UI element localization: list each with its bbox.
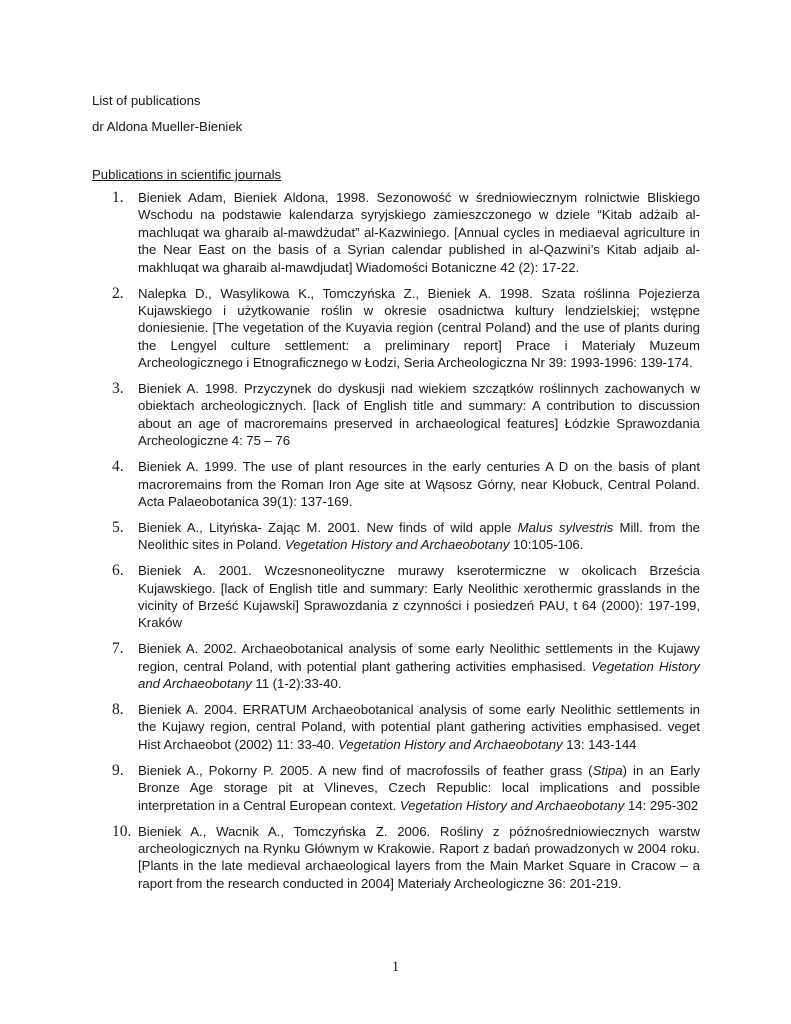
publication-item: [112, 285, 700, 372]
publication-number: 10.: [112, 822, 132, 840]
author-name: dr Aldona Mueller-Bieniek: [92, 119, 243, 134]
section-heading: Publications in scientific journals: [92, 167, 282, 182]
species-name: Malus sylvestris: [517, 519, 614, 535]
publication-number: 2.: [112, 284, 124, 302]
publication-number: 6.: [112, 562, 124, 580]
genus-name: Stipa: [592, 762, 623, 778]
publication-number: 9.: [112, 761, 124, 779]
page-number: 1: [391, 959, 400, 975]
publication-text: Bieniek A. 2002. Archaeobotanical analysis of some early Neolithic settlements in the Kujawy region, central Poland, with potential plant gathering activities emphasised. Vegetation History and Archaeobotany 11 (1-2):33-40.: [138, 641, 700, 692]
publication-text: Nalepka D., Wasylikowa K., Tomczyńska Z., Bieniek A. 1998. Szata roślinna Pojezierza Kujawskiego i użytkowanie roślin w okresie osadnictwa kultury lendzielskiej; wstępne doniesienie. [The vegetation of the Kuyavia region (central Poland) and the use of plants during the Lengyel culture settlement: a preliminary report] Prace i Materiały Muzeum Archeologicznego i Etnograficznego w Łodzi, Seria Archeologiczna Nr 39: 1993-1996: 139-174.: [138, 285, 700, 371]
publication-item: [112, 562, 700, 632]
publication-number: 8.: [112, 701, 124, 719]
publication-number: 5.: [112, 518, 124, 536]
publication-list: [112, 189, 700, 901]
publication-item: [112, 640, 700, 692]
publication-number: 7.: [112, 640, 124, 658]
publication-item: [112, 519, 700, 554]
publication-text: Bieniek Adam, Bieniek Aldona, 1998. Sezonowość w średniowiecznym rolnictwie Bliskiego Wschodu na podstawie kalendarza syryjskiego zamieszczonego w dziele “Kitab adżaib al-machluqat wa gharaib al-mawdżudat” al-Kazwiniego. [Annual cycles in mediaeval agriculture in the Near East on the basis of a Syrian calendar published in al-Qazwini’s Kitab adjaib al-makhluqat wa gharaib al-mawdjudat] Wiadomości Botaniczne 42 (2): 17-22.: [138, 190, 700, 275]
publication-item: [112, 823, 700, 893]
publication-text: Bieniek A., Lityńska- Zając M. 2001. New finds of wild apple Malus sylvestris Mill. from the Neolithic sites in Poland. Vegetation History and Archaeobotany 10:105-106.: [138, 519, 700, 553]
publication-text: Bieniek A. 1999. The use of plant resources in the early centuries A D on the basis of plant macroremains from the Roman Iron Age site at Wąsosz Górny, near Kłobuck, Central Poland. Acta Palaeobotanica 39(1): 137-169.: [138, 459, 700, 509]
publication-number: 3.: [112, 380, 124, 398]
journal-name: Vegetation History and Archaeobotany: [399, 797, 625, 813]
publication-text: Bieniek A. 2004. ERRATUM Archaeobotanical analysis of some early Neolithic settlements in the Kujawy region, central Poland, with potential plant gathering activities emphasised. veget Hist Archaeobot (2002) 11: 33-40. Vegetation History and Archaeobotany 13: 143-144: [138, 702, 700, 752]
document-title: List of publications: [92, 93, 201, 108]
publication-number: 4.: [112, 458, 124, 476]
publication-number: 1.: [112, 189, 124, 206]
journal-name: Vegetation History and Archaeobotany: [138, 658, 700, 692]
journal-name: Vegetation History and Archaeobotany: [338, 736, 563, 752]
publication-text: Bieniek A., Wacnik A., Tomczyńska Z. 2006. Rośliny z późnośredniowiecznych warstw archeologicznych na Rynku Głównym w Krakowie. Raport z badań prowadzonych w 2004 roku. [Plants in the late medieval archaeological layers from the Main Market Square in Cracow – a raport from the research conducted in 2004] Materiały Archeologiczne 36: 201-219.: [138, 823, 700, 891]
publication-item: [112, 458, 700, 510]
publication-item: [112, 762, 700, 814]
publication-text: Bieniek A. 2001. Wczesnoneolityczne murawy kserotermiczne w okolicach Brześcia Kujawskiego. [lack of English title and summary: Early Neolithic xerothermic grasslands in the vicinity of Brześć Kujawski] Sprawozdania z czynności i posiedzeń PAU, t 64 (2000): 197-199, Kraków: [138, 563, 700, 631]
publication-item: [112, 189, 700, 276]
publication-text: Bieniek A., Pokorny P. 2005. A new find of macrofossils of feather grass (Stipa) in an Early Bronze Age storage pit at Vlineves, Czech Republic: local implications and possible interpretation in a Central European context. Vegetation History and Archaeobotany 14: 295-302: [138, 762, 700, 813]
publication-item: [112, 380, 700, 450]
journal-name: Vegetation History and Archaeobotany: [284, 537, 510, 553]
publication-text: Bieniek A. 1998. Przyczynek do dyskusji nad wiekiem szczątków roślinnych zachowanych w obiektach archeologicznych. [lack of English title and summary: A contribution to discussion about an age of macroremains preserved in archaeological features] Łódzkie Sprawozdania Archeologiczne 4: 75 – 76: [138, 381, 700, 449]
publication-item: [112, 701, 700, 753]
